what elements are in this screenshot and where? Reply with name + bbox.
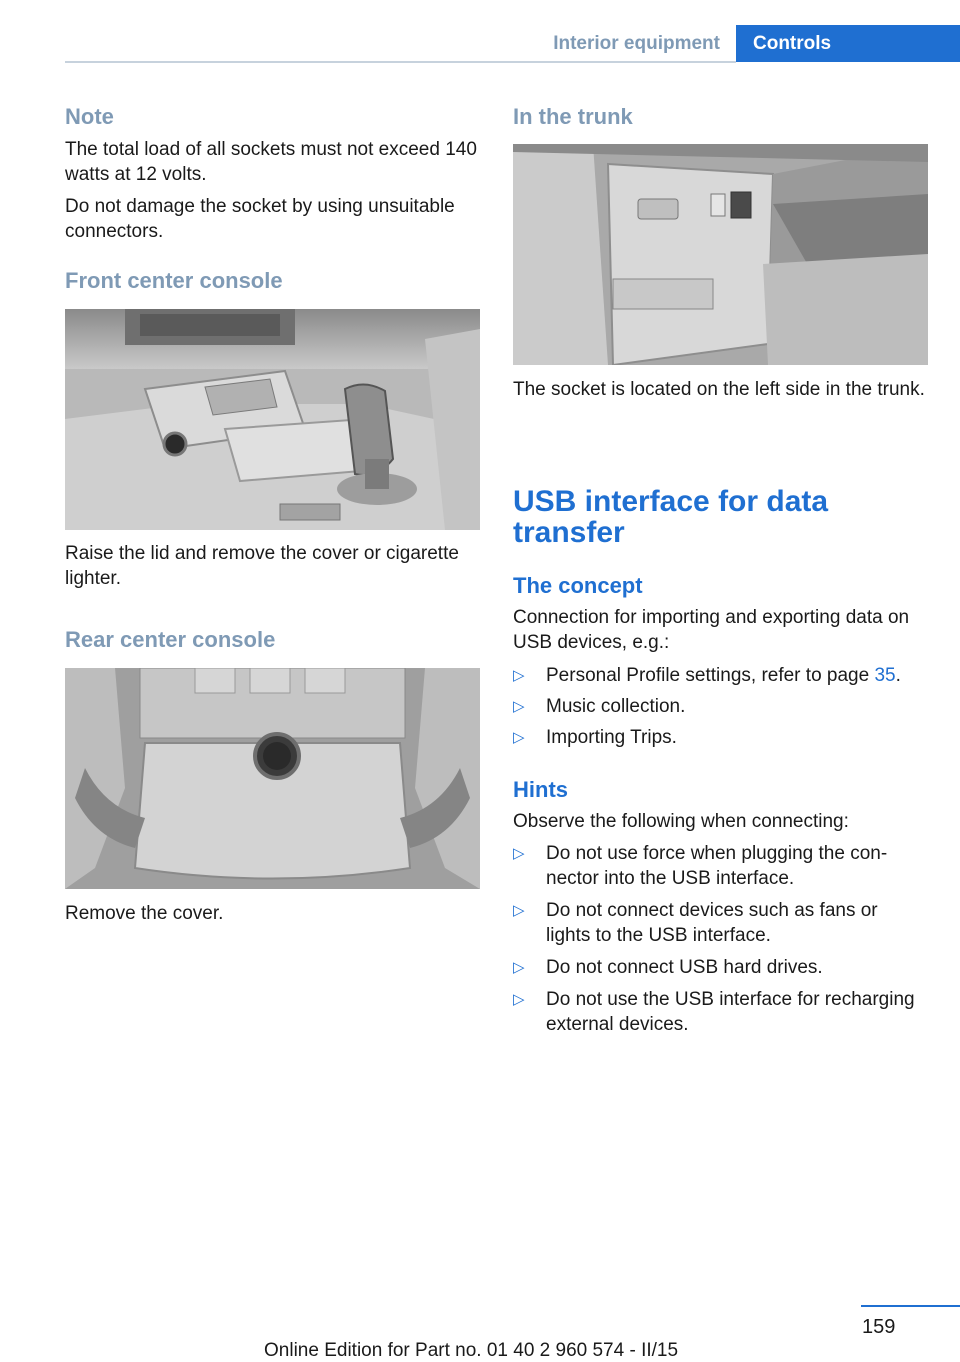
page-header (537, 25, 960, 62)
hints-heading: Hints (513, 777, 568, 802)
chapter-tab: Controls (736, 25, 960, 62)
note-text-load: The total load of all sockets must not exceed 140 watts at 12 volts. (65, 139, 477, 185)
page-link[interactable]: 35 (874, 665, 896, 686)
header-rule (65, 61, 736, 63)
concept-heading: The concept (513, 573, 643, 598)
list-item: ▷ Do not connect devices such as fans or lights to the USB interface. (513, 900, 878, 946)
list-item: ▷ Music collection. (513, 696, 686, 717)
edition-text: Online Edition for Part no. 01 40 2 960 574 - II/15 (264, 1340, 679, 1361)
concept-text: Connection for importing and exporting data on USB devices, e.g.: (513, 607, 910, 653)
list-item: ▷ Do not use the USB interface for recharging external devices. (513, 989, 915, 1035)
section-title: Interior equipment (553, 33, 720, 54)
concept-list (513, 663, 933, 750)
usb-heading: USB interface for data transfer (513, 485, 829, 549)
front-console-image (65, 309, 480, 530)
front-console-heading: Front center console (65, 268, 283, 293)
bullet-triangle-icon: ▷ (513, 667, 525, 684)
trunk-caption: The socket is located on the left side in the trunk. (513, 379, 925, 400)
trunk-heading: In the trunk (513, 104, 633, 129)
footer-rule (861, 1305, 960, 1307)
trunk-image (513, 144, 928, 365)
note-text-damage: Do not damage the socket by using unsuitable connectors. (65, 196, 455, 242)
hints-text: Observe the following when connecting: (513, 811, 849, 832)
bullet-triangle-icon: ▷ (513, 991, 525, 1008)
hints-list (513, 841, 923, 1037)
rear-console-heading: Rear center console (65, 627, 276, 652)
bullet-triangle-icon: ▷ (513, 845, 525, 862)
bullet-triangle-icon: ▷ (513, 698, 525, 715)
page-number: 159 (862, 1316, 896, 1338)
bullet-triangle-icon: ▷ (513, 729, 525, 746)
list-item: ▷ Importing Trips. (513, 727, 677, 748)
bullet-triangle-icon: ▷ (513, 902, 525, 919)
rear-console-caption: Remove the cover. (65, 903, 224, 924)
rear-console-image (65, 668, 480, 889)
list-item: ▷ Personal Profile settings, refer to page 35. (513, 665, 901, 686)
bullet-triangle-icon: ▷ (513, 959, 525, 976)
list-item: ▷ Do not use force when plugging the connector into the USB interface. (513, 843, 888, 889)
note-title: Note (65, 104, 114, 129)
list-item: ▷ Do not connect USB hard drives. (513, 957, 823, 978)
front-console-caption: Raise the lid and remove the cover or cigarette lighter. (65, 543, 459, 589)
